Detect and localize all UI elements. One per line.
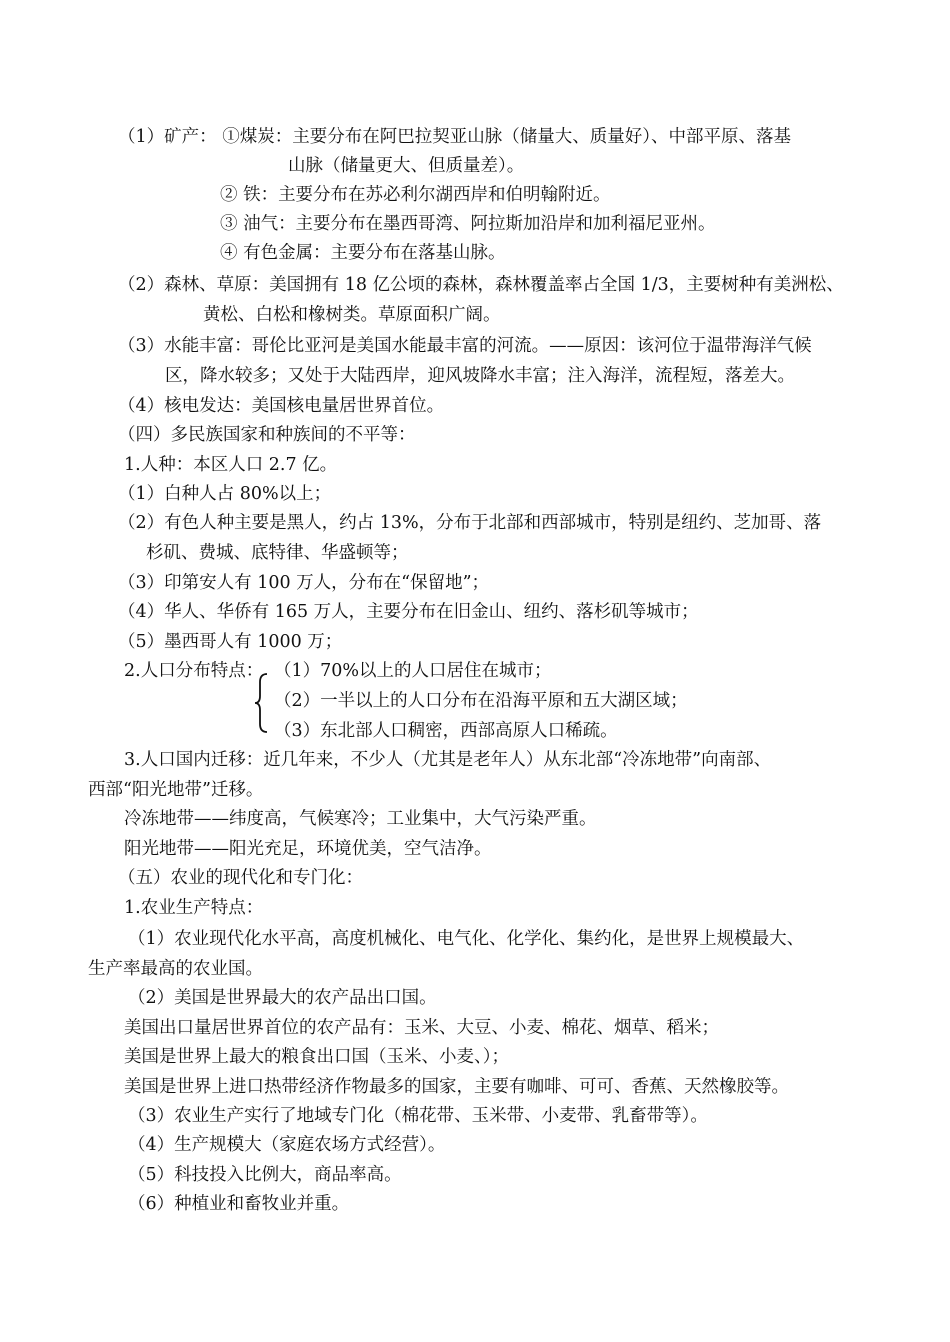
text-line: 黄松、白松和橡树类。草原面积广阔。	[203, 305, 501, 325]
text-line: ② 铁：主要分布在苏必利尔湖西岸和伯明翰附近。	[220, 185, 611, 205]
text-line: （4）核电发达：美国核电量居世界首位。	[118, 396, 445, 416]
text-line: 1.农业生产特点：	[124, 898, 264, 918]
text-line: （4）生产规模大（家庭农场方式经营）。	[128, 1135, 446, 1155]
text-line: 3.人口国内迁移：近几年来，不少人（尤其是老年人）从东北部“冷冻地带”向南部、	[124, 750, 772, 770]
text-line: （2）有色人种主要是黑人，约占 13%，分布于北部和西部城市，特别是纽约、芝加哥、落	[118, 513, 822, 533]
text-line: 美国是世界上进口热带经济作物最多的国家，主要有咖啡、可可、香蕉、天然橡胶等。	[124, 1077, 789, 1097]
text-line: （1）农业现代化水平高，高度机械化、电气化、化学化、集约化，是世界上规模最大、	[128, 929, 805, 949]
text-line: 冷冻地带——纬度高，气候寒冷；工业集中，大气污染严重。	[124, 809, 597, 829]
text-line: 杉矶、费城、底特律、华盛顿等；	[146, 543, 409, 563]
text-line: 2.人口分布特点：	[124, 661, 264, 681]
text-line: 1.人种：本区人口 2.7 亿。	[124, 455, 338, 475]
text-line: （5）墨西哥人有 1000 万；	[118, 632, 343, 652]
text-line: （2）森林、草原：美国拥有 18 亿公顷的森林，森林覆盖率占全国 1/3，主要树种有美洲松、	[118, 275, 844, 295]
text-line: 阳光地带——阳光充足，环境优美，空气洁净。	[124, 839, 492, 859]
text-line: （2）美国是世界最大的农产品出口国。	[128, 988, 437, 1008]
text-line: （3）水能丰富：哥伦比亚河是美国水能最丰富的河流。——原因：该河位于温带海洋气候	[118, 336, 812, 356]
text-line: （1）矿产： ①煤炭：主要分布在阿巴拉契亚山脉（储量大、质量好）、中部平原、落基	[118, 127, 791, 147]
text-line: 生产率最高的农业国。	[88, 959, 263, 979]
text-line: ③ 油气：主要分布在墨西哥湾、阿拉斯加沿岸和加利福尼亚州。	[220, 214, 716, 234]
text-line: （4）华人、华侨有 165 万人，主要分布在旧金山、纽约、落杉矶等城市；	[118, 602, 699, 622]
text-line: 美国是世界上最大的粮食出口国（玉米、小麦、）；	[124, 1047, 509, 1067]
brace-icon	[254, 672, 270, 734]
text-line: （1）白种人占 80%以上；	[118, 484, 332, 504]
section-heading: （四）多民族国家和种族间的不平等：	[118, 425, 416, 445]
text-line: （3）印第安人有 100 万人，分布在“保留地”；	[118, 573, 490, 593]
text-line: （1）70%以上的人口居住在城市；	[274, 661, 552, 681]
text-line: （2）一半以上的人口分布在沿海平原和五大湖区域；	[274, 691, 688, 711]
text-line: 区，降水较多；又处于大陆西岸，迎风坡降水丰富；注入海洋，流程短，落差大。	[165, 366, 795, 386]
text-line: （3）东北部人口稠密，西部高原人口稀疏。	[274, 721, 618, 741]
text-line: 美国出口量居世界首位的农产品有：玉米、大豆、小麦、棉花、烟草、稻米；	[124, 1018, 719, 1038]
text-line: （3）农业生产实行了地域专门化（棉花带、玉米带、小麦带、乳畜带等）。	[128, 1106, 708, 1126]
text-line: （6）种植业和畜牧业并重。	[128, 1194, 350, 1214]
text-line: 山脉（储量更大、但质量差）。	[288, 156, 525, 176]
text-line: ④ 有色金属：主要分布在落基山脉。	[220, 243, 506, 263]
section-heading: （五）农业的现代化和专门化：	[118, 868, 363, 888]
text-line: 西部“阳光地带”迁移。	[88, 780, 264, 800]
text-line: （5）科技投入比例大，商品率高。	[128, 1165, 402, 1185]
